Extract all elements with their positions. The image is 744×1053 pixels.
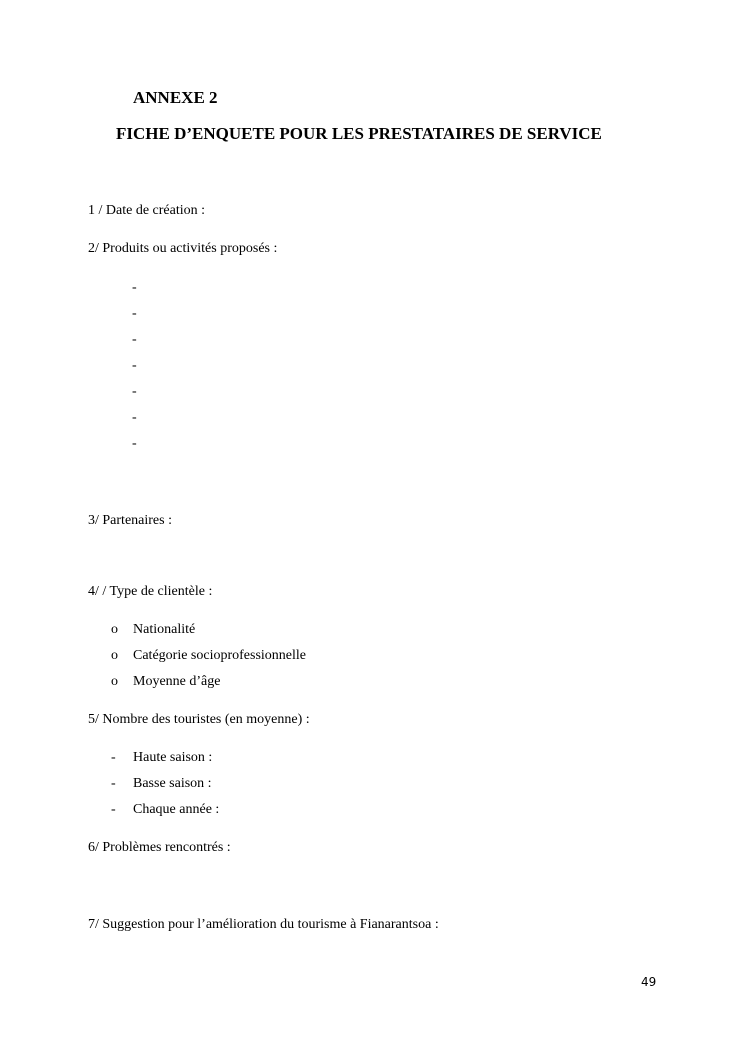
bullet-circle-icon: o (111, 674, 118, 689)
question-5: 5/ Nombre des touristes (en moyenne) : (88, 712, 310, 727)
answer-dash-line: - (132, 410, 137, 425)
question-1: 1 / Date de création : (88, 203, 206, 218)
list-item-label: Nationalité (133, 622, 196, 637)
question-4: 4/ / Type de clientèle : (88, 584, 213, 599)
question-3: 3/ Partenaires : (88, 513, 172, 528)
list-item-label: Basse saison : (133, 776, 212, 791)
bullet-circle-icon: o (111, 622, 118, 637)
answer-dash-line: - (132, 280, 137, 295)
bullet-dash-icon: - (111, 750, 116, 765)
question-7: 7/ Suggestion pour l’amélioration du tourisme à Fianarantsoa : (88, 917, 439, 932)
bullet-dash-icon: - (111, 776, 116, 791)
bullet-circle-icon: o (111, 648, 118, 663)
question-6: 6/ Problèmes rencontrés : (88, 840, 231, 855)
answer-dash-line: - (132, 332, 137, 347)
page-number: 49 (641, 975, 657, 989)
answer-dash-line: - (132, 306, 137, 321)
answer-dash-line: - (132, 384, 137, 399)
list-item-label: Catégorie socioprofessionnelle (133, 648, 307, 663)
question-2: 2/ Produits ou activités proposés : (88, 241, 278, 256)
page-title: FICHE D’ENQUETE POUR LES PRESTATAIRES DE SERVICE (116, 124, 602, 143)
list-item-label: Chaque année : (133, 802, 220, 817)
bullet-dash-icon: - (111, 802, 116, 817)
list-item-label: Moyenne d’âge (133, 674, 221, 689)
answer-dash-line: - (132, 436, 137, 451)
annexe-label: ANNEXE 2 (133, 88, 218, 107)
list-item-label: Haute saison : (133, 750, 213, 765)
answer-dash-line: - (132, 358, 137, 373)
